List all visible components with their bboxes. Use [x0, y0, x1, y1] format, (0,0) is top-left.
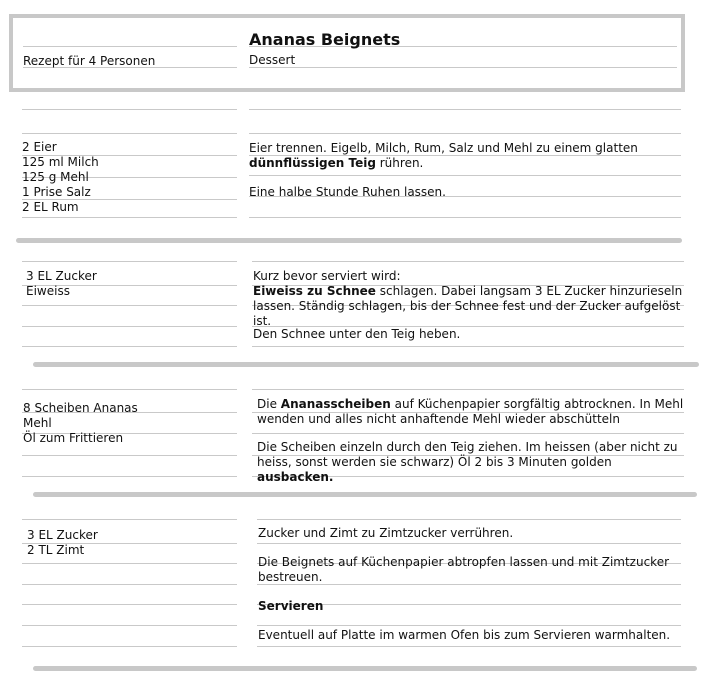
rule — [22, 519, 237, 520]
section-divider — [16, 238, 682, 243]
ingredient-item: 1 Prise Salz — [22, 185, 91, 199]
instruction-step — [258, 526, 684, 541]
ingredient-item: Eiweiss — [26, 284, 70, 298]
ingredient-list — [22, 140, 237, 215]
step-text: Die Beignets auf Küchenpapier abtropfen lassen und mit Zimtzucker bestreuen. — [258, 555, 670, 584]
rule — [22, 563, 237, 564]
rule — [22, 346, 237, 347]
ingredient-item: 3 EL Zucker — [27, 528, 98, 542]
ingredient-item: 8 Scheiben Ananas — [23, 401, 138, 415]
rule — [22, 217, 237, 218]
rule — [257, 519, 681, 520]
instruction-step — [253, 284, 688, 329]
emphasized-text: Eiweiss zu Schnee — [253, 284, 376, 298]
rule — [22, 261, 237, 262]
step-text: Die — [257, 397, 281, 411]
ingredient-list — [27, 528, 237, 558]
ingredient-item: Öl zum Frittieren — [23, 431, 124, 445]
section-divider — [33, 666, 697, 671]
rule — [22, 109, 237, 110]
ingredient-item: 2 TL Zimt — [27, 543, 85, 557]
ingredient-item: 2 EL Rum — [22, 200, 79, 214]
ingredient-list — [26, 269, 237, 299]
ingredient-item: 125 g Mehl — [22, 170, 89, 184]
instruction-step — [258, 599, 684, 614]
recipe-title: Ananas Beignets — [249, 30, 401, 49]
rule — [22, 455, 237, 456]
rule — [249, 133, 681, 134]
servings-label: Rezept für 4 Personen — [23, 54, 156, 68]
rule — [252, 389, 684, 390]
rule — [252, 433, 684, 434]
step-text: rühren. — [375, 156, 424, 170]
instruction-step — [253, 269, 688, 284]
step-text: Den Schnee unter den Teig heben. — [253, 327, 461, 341]
ingredient-item: 3 EL Zucker — [26, 269, 97, 283]
rule — [257, 543, 681, 544]
rule — [22, 389, 237, 390]
ingredient-item: 2 Eier — [22, 140, 57, 154]
rule — [22, 625, 237, 626]
rule — [249, 109, 681, 110]
instruction-step — [258, 555, 684, 585]
rule — [252, 346, 684, 347]
rule — [22, 326, 237, 327]
instruction-step — [249, 141, 681, 171]
step-text: Eine halbe Stunde Ruhen lassen. — [249, 185, 446, 199]
rule — [249, 175, 681, 176]
rule — [22, 476, 237, 477]
emphasized-text: Servieren — [258, 599, 324, 613]
section-divider — [33, 492, 697, 497]
emphasized-text: Ananasscheiben — [280, 397, 391, 411]
instruction-step — [253, 327, 688, 342]
step-text: Eier trennen. Eigelb, Milch, Rum, Salz und Mehl zu einem glatten — [249, 141, 638, 155]
rule — [249, 217, 681, 218]
rule — [22, 133, 237, 134]
step-text: Kurz bevor serviert wird: — [253, 269, 401, 283]
emphasized-text: dünnflüssigen Teig — [249, 156, 376, 170]
ingredient-item: Mehl — [23, 416, 52, 430]
step-text: Eventuell auf Platte im warmen Ofen bis zum Servieren warmhalten. — [258, 628, 671, 642]
instruction-step — [258, 628, 684, 643]
step-text: schlagen. Dabei langsam 3 EL Zucker hinzurieseln lassen. Ständig schlagen, bis der Schnee fest und der Zucker aufgelöst ist. — [253, 284, 683, 328]
recipe-header-box — [9, 14, 685, 92]
instruction-step — [249, 185, 681, 200]
rule — [257, 625, 681, 626]
step-text: auf Küchenpapier sorgfältig abtrocknen. In Mehl wenden und alles nicht anhaftende Mehl wieder abschütteln — [257, 397, 684, 426]
rule — [249, 67, 677, 68]
rule — [252, 261, 684, 262]
rule — [22, 646, 237, 647]
instruction-step — [257, 397, 691, 427]
rule — [22, 604, 237, 605]
ingredient-item: 125 ml Milch — [22, 155, 99, 169]
step-text: Die Scheiben einzeln durch den Teig ziehen. Im heissen (aber nicht zu heiss, sonst werden sie schwarz) Öl 2 bis 3 Minuten golden — [257, 440, 678, 469]
section-divider — [33, 362, 699, 367]
rule — [22, 305, 237, 306]
rule — [22, 584, 237, 585]
ingredient-list — [23, 401, 237, 446]
rule — [23, 46, 237, 47]
rule — [257, 646, 681, 647]
emphasized-text: ausbacken. — [257, 470, 334, 484]
category-label: Dessert — [249, 53, 296, 67]
step-text: Zucker und Zimt zu Zimtzucker verrühren. — [258, 526, 514, 540]
instruction-step — [257, 440, 691, 485]
